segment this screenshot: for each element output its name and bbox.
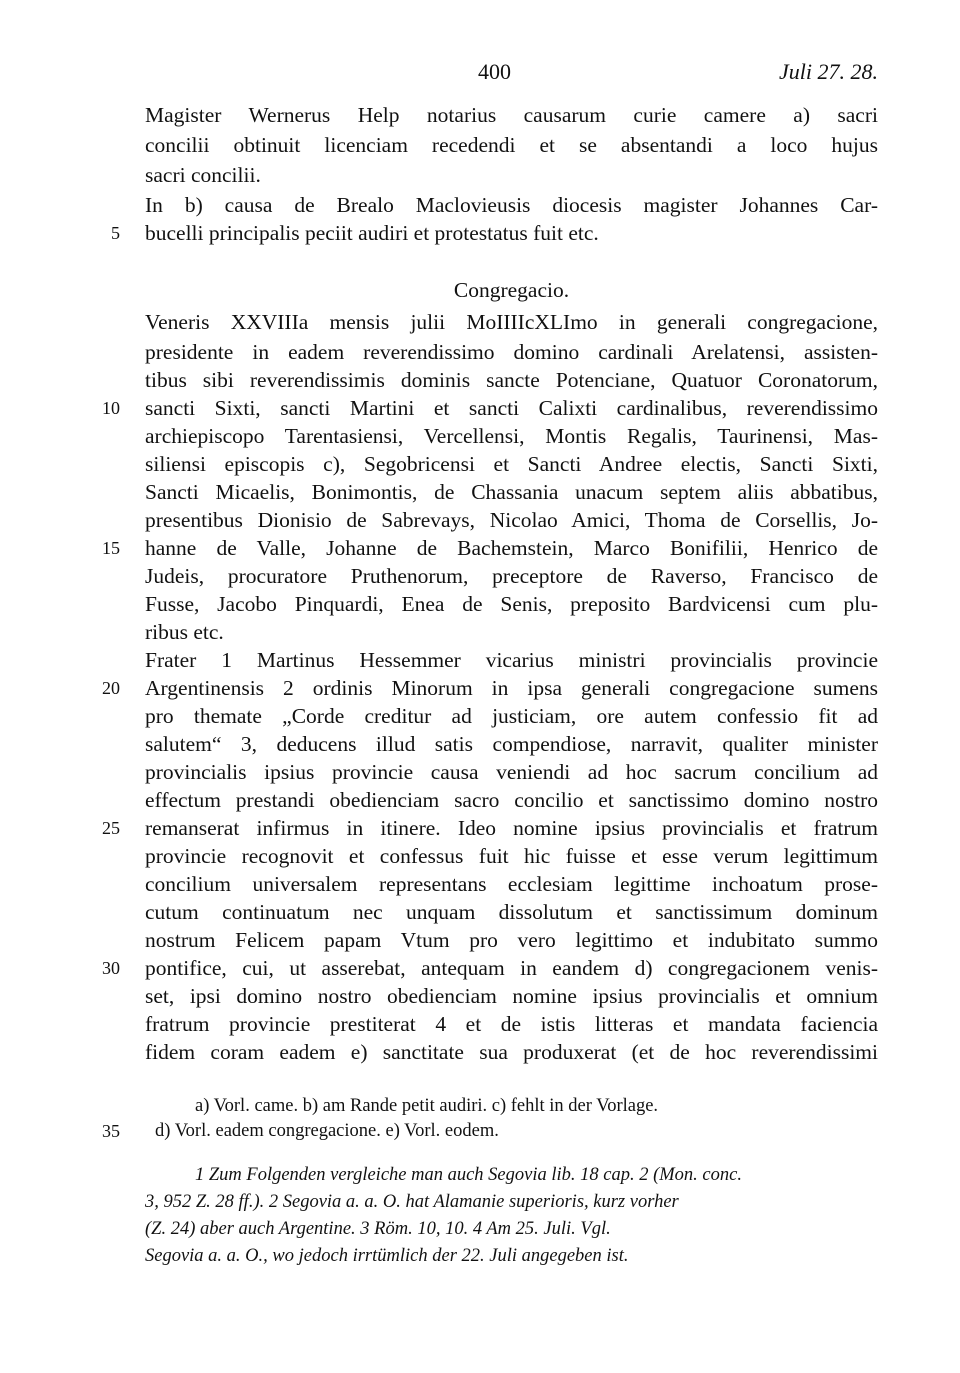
text-line: concilii obtinuit licenciam recedendi et se absentandi a loco hujus bbox=[145, 133, 878, 157]
text-line: Sancti Micaelis, Bonimontis, de Chassania unacum septem aliis abbatibus, bbox=[145, 480, 878, 504]
text-line: salutem“ 3, deducens illud satis compendiose, narravit, qualiter minister bbox=[145, 732, 878, 756]
text-line: archiepiscopo Tarentasiensi, Vercellensi, Montis Regalis, Taurinensi, Mas- bbox=[145, 424, 878, 448]
text-line: set, ipsi domino nostro obedienciam nomine ipsius provincialis et omnium bbox=[145, 984, 878, 1008]
text-line: Fusse, Jacobo Pinquardi, Enea de Senis, preposito Bardvicensi cum plu- bbox=[145, 592, 878, 616]
apparatus-note: d) Vorl. eadem congregacione. e) Vorl. eodem. bbox=[155, 1121, 499, 1141]
text-line: ribus etc. bbox=[145, 620, 224, 644]
footnote: 1 Zum Folgenden vergleiche man auch Segovia lib. 18 cap. 2 (Mon. conc. bbox=[195, 1165, 742, 1185]
apparatus-note: a) Vorl. came. b) am Rande petit audiri. c) fehlt in der Vorlage. bbox=[195, 1096, 659, 1116]
running-head-date: Juli 27. 28. bbox=[779, 59, 878, 84]
text-line: provincialis ipsius provincie causa veniendi ad hoc sacrum concilium ad bbox=[145, 760, 878, 784]
text-line: cutum continuatum nec unquam dissolutum et sanctissimum dominum bbox=[145, 900, 878, 924]
text-line: Judeis, procuratore Pruthenorum, preceptore de Raverso, Francisco de bbox=[145, 564, 878, 588]
line-number: 10 bbox=[102, 398, 120, 418]
text-line: presentibus Dionisio de Sabrevays, Nicolao Amici, Thoma de Corsellis, Jo- bbox=[145, 508, 878, 532]
line-number: 30 bbox=[102, 958, 120, 978]
text-line: hanne de Valle, Johanne de Bachemstein, Marco Bonifilii, Henrico de bbox=[145, 536, 878, 560]
text-line: nostrum Felicem papam Vtum pro vero legittimo et indubitato summo bbox=[145, 928, 878, 952]
text-line: In b) causa de Brealo Maclovieusis diocesis magister Johannes Car- bbox=[145, 193, 878, 217]
footnote: (Z. 24) aber auch Argentine. 3 Röm. 10, 10. 4 Am 25. Juli. Vgl. bbox=[145, 1219, 611, 1239]
text-line: sancti Sixti, sancti Martini et sancti Calixti cardinalibus, reverendissimo bbox=[145, 396, 878, 420]
text-line: Veneris XXVIIIa mensis julii MoIIIIcXLImo in generali congregacione, bbox=[145, 310, 878, 334]
text-line: fratrum provincie prestiterat 4 et de istis litteras et mandata faciencia bbox=[145, 1012, 878, 1036]
text-line: effectum prestandi obedienciam sacro concilio et sanctissimo domino nostro bbox=[145, 788, 878, 812]
text-line: remanserat infirmus in itinere. Ideo nomine ipsius provincialis et fratrum bbox=[145, 816, 878, 840]
text-line: fidem coram eadem e) sanctitate sua produxerat (et de hoc reverendissimi bbox=[145, 1040, 878, 1064]
text-line: provincie recognovit et confessus fuit hic fuisse et esse verum legittimum bbox=[145, 844, 878, 868]
text-line: Magister Wernerus Help notarius causarum curie camere a) sacri bbox=[145, 103, 878, 127]
text-line: siliensi episcopis c), Segobricensi et Sancti Andree electis, Sancti Sixti, bbox=[145, 452, 878, 476]
line-number: 35 bbox=[102, 1121, 120, 1141]
text-line: sacri concilii. bbox=[145, 163, 261, 187]
line-number: 15 bbox=[102, 538, 120, 558]
footnote: 3, 952 Z. 28 ff.). 2 Segovia a. a. O. hat Alamanie superioris, kurz vorher bbox=[145, 1192, 679, 1212]
page-number: 400 bbox=[478, 59, 511, 84]
text-line: pro themate „Corde creditur ad justiciam, ore autem confessio fit ad bbox=[145, 704, 878, 728]
text-line: tibus sibi reverendissimis dominis sancte Potenciane, Quatuor Coronatorum, bbox=[145, 368, 878, 392]
text-line: pontifice, cui, ut asserebat, antequam in eandem d) congregacionem venis- bbox=[145, 956, 878, 980]
text-line: concilium universalem representans ecclesiam legittime inchoatum prose- bbox=[145, 872, 878, 896]
line-number: 25 bbox=[102, 818, 120, 838]
footnote: Segovia a. a. O., wo jedoch irrtümlich der 22. Juli angegeben ist. bbox=[145, 1246, 629, 1266]
text-line: Argentinensis 2 ordinis Minorum in ipsa generali congregacione sumens bbox=[145, 676, 878, 700]
line-number: 20 bbox=[102, 678, 120, 698]
text-line: bucelli principalis peciit audiri et protestatus fuit etc. bbox=[145, 221, 599, 245]
text-line: Frater 1 Martinus Hessemmer vicarius ministri provincialis provincie bbox=[145, 648, 878, 672]
text-line: presidente in eadem reverendissimo domino cardinali Arelatensi, assisten- bbox=[145, 340, 878, 364]
line-number: 5 bbox=[111, 223, 120, 243]
section-heading: Congregacio. bbox=[453, 278, 570, 302]
